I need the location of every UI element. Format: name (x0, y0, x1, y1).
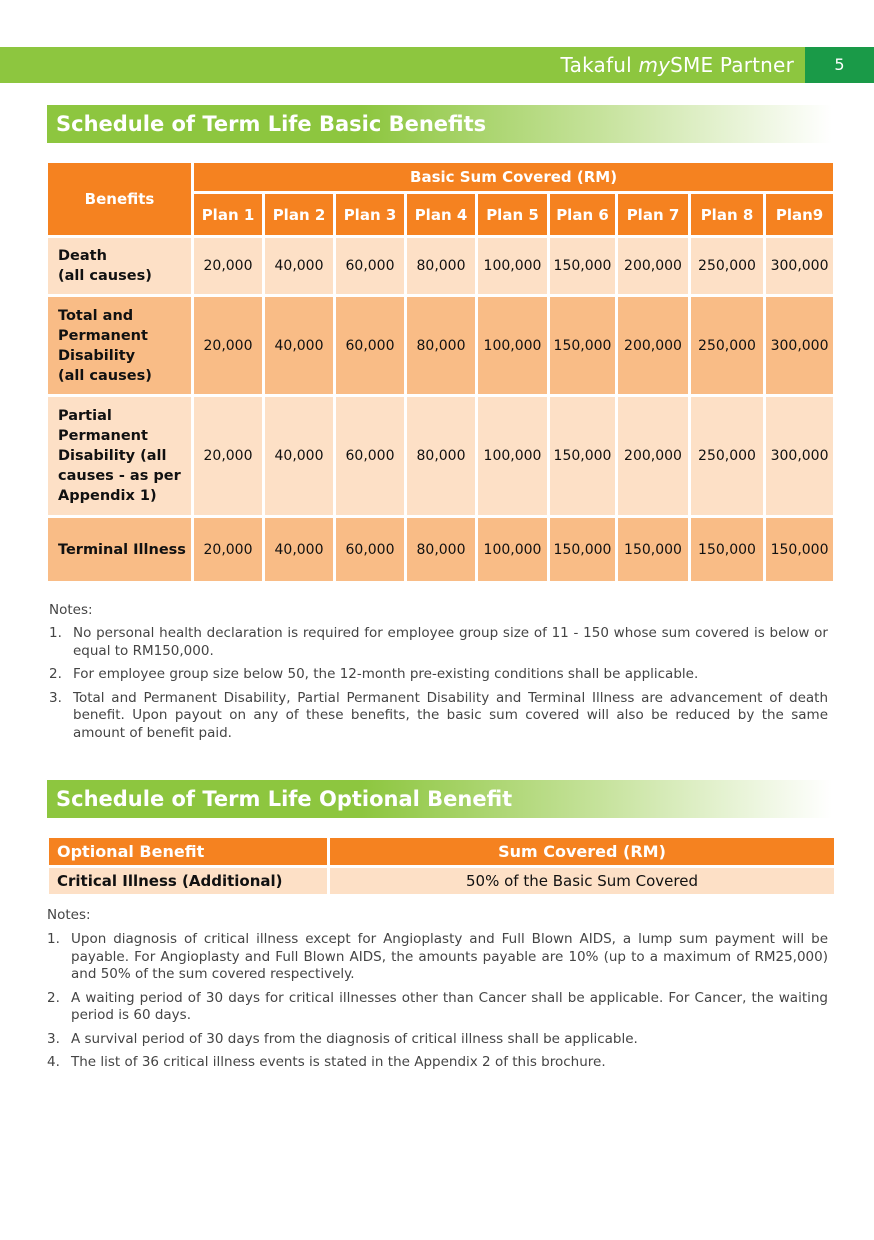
notes-title-2: Notes: (47, 907, 91, 923)
optional-benefit-header: Optional Benefit (49, 838, 327, 865)
plan-header: Plan 7 (618, 194, 688, 235)
table-row (48, 238, 833, 294)
benefit-label (48, 297, 191, 394)
sum-covered-cell: 80,000 (407, 297, 475, 394)
section-title-basic-benefits: Schedule of Term Life Basic Benefits (47, 105, 832, 143)
plan-header: Plan 5 (478, 194, 547, 235)
optional-benefit-table (46, 835, 837, 897)
benefit-label-line: (all causes) (58, 268, 152, 284)
note-item (49, 666, 828, 684)
plan-header: Plan 6 (550, 194, 615, 235)
note-text: Upon diagnosis of critical illness except for Angioplasty and Full Blown AIDS, a lump sum payment will be payable. For Angioplasty and Full Blown AIDS, the amounts payable are 10% (up to a maximum of RM25,000) and 50% of the sum covered respectively. (71, 931, 828, 982)
note-item (49, 625, 828, 660)
sum-covered-cell: 200,000 (618, 238, 688, 294)
benefit-label-line: Appendix 1) (58, 488, 157, 504)
sum-covered-cell: 150,000 (618, 518, 688, 581)
note-number: 4. (47, 1054, 60, 1070)
benefit-label-line: Death (58, 248, 107, 264)
benefits-header: Benefits (48, 163, 191, 235)
sum-covered-cell: 100,000 (478, 297, 547, 394)
sum-covered-cell: 60,000 (336, 397, 404, 515)
note-text: For employee group size below 50, the 12-month pre-existing conditions shall be applicable. (73, 666, 699, 682)
notes-title-1: Notes: (49, 602, 93, 618)
plan-header: Plan 8 (691, 194, 763, 235)
sum-covered-cell: 80,000 (407, 397, 475, 515)
section-title-optional-benefit: Schedule of Term Life Optional Benefit (47, 780, 832, 818)
basic-sum-covered-header: Basic Sum Covered (RM) (194, 163, 833, 191)
note-text: The list of 36 critical illness events is stated in the Appendix 2 of this brochure. (71, 1054, 606, 1070)
sum-covered-cell: 150,000 (550, 518, 615, 581)
plan-header: Plan9 (766, 194, 833, 235)
plan-header: Plan 2 (265, 194, 333, 235)
notes-list-2 (47, 931, 828, 1078)
sum-covered-cell: 20,000 (194, 397, 262, 515)
plan-header: Plan 4 (407, 194, 475, 235)
note-item (47, 1054, 828, 1072)
note-item (47, 931, 828, 984)
note-text: A survival period of 30 days from the diagnosis of critical illness shall be applicable. (71, 1030, 638, 1047)
header-title (561, 47, 794, 83)
benefit-label-line: Partial (58, 408, 112, 424)
sum-covered-cell: 40,000 (265, 518, 333, 581)
critical-illness-value: 50% of the Basic Sum Covered (330, 868, 834, 894)
notes-list-1 (49, 625, 828, 748)
table-row (48, 397, 833, 515)
sum-covered-cell: 20,000 (194, 297, 262, 394)
sum-covered-cell: 150,000 (550, 238, 615, 294)
note-item (49, 690, 828, 743)
sum-covered-cell: 200,000 (618, 297, 688, 394)
sum-covered-cell: 100,000 (478, 397, 547, 515)
benefit-label-line: Permanent (58, 327, 148, 344)
sum-covered-cell: 100,000 (478, 518, 547, 581)
sum-covered-cell: 150,000 (691, 518, 763, 581)
note-number: 2. (49, 666, 62, 682)
sum-covered-cell: 150,000 (550, 397, 615, 515)
benefit-label (48, 238, 191, 294)
sum-covered-cell: 80,000 (407, 518, 475, 581)
benefit-label-line: (all causes) (58, 367, 152, 384)
benefit-label-line: Disability (58, 347, 136, 364)
basic-benefits-table (45, 160, 836, 584)
note-number: 3. (47, 1030, 60, 1047)
note-number: 3. (49, 689, 62, 706)
benefit-label-line: Disability (all (58, 448, 167, 464)
page-number: 5 (805, 47, 874, 83)
sum-covered-cell: 60,000 (336, 238, 404, 294)
sum-covered-cell: 250,000 (691, 297, 763, 394)
benefit-label (48, 518, 191, 581)
sum-covered-cell: 40,000 (265, 238, 333, 294)
sum-covered-cell: 300,000 (766, 397, 833, 515)
plan-header: Plan 3 (336, 194, 404, 235)
sum-covered-cell: 40,000 (265, 297, 333, 394)
benefit-label-line: Total and (58, 307, 134, 324)
benefit-label-line: Terminal Illness (58, 541, 186, 558)
sum-covered-cell: 100,000 (478, 238, 547, 294)
benefit-label (48, 397, 191, 515)
sum-covered-cell: 60,000 (336, 518, 404, 581)
sum-covered-cell: 150,000 (766, 518, 833, 581)
sum-covered-cell: 300,000 (766, 238, 833, 294)
header-title-em: my (638, 53, 671, 77)
note-item (47, 990, 828, 1025)
sum-covered-cell: 20,000 (194, 518, 262, 581)
sum-covered-cell: 300,000 (766, 297, 833, 394)
critical-illness-label: Critical Illness (Additional) (49, 868, 327, 894)
note-text: No personal health declaration is required for employee group size of 11 - 150 whose sum covered is below or equal to RM150,000. (73, 625, 828, 659)
benefit-label-line: causes - as per (58, 468, 181, 484)
note-number: 2. (47, 989, 60, 1006)
benefit-label-line: Permanent (58, 428, 148, 444)
plan-header: Plan 1 (194, 194, 262, 235)
table-row (48, 297, 833, 394)
sum-covered-cell: 60,000 (336, 297, 404, 394)
sum-covered-cell: 150,000 (550, 297, 615, 394)
sum-covered-header: Sum Covered (RM) (330, 838, 834, 865)
sum-covered-cell: 40,000 (265, 397, 333, 515)
note-text: A waiting period of 30 days for critical illnesses other than Cancer shall be applicable. For Cancer, the waiting period is 60 days. (71, 989, 828, 1023)
note-number: 1. (49, 625, 62, 641)
sum-covered-cell: 200,000 (618, 397, 688, 515)
sum-covered-cell: 250,000 (691, 238, 763, 294)
header-title-suffix: SME Partner (670, 53, 794, 77)
table-row (48, 518, 833, 581)
sum-covered-cell: 80,000 (407, 238, 475, 294)
sum-covered-cell: 250,000 (691, 397, 763, 515)
note-number: 1. (47, 931, 60, 947)
note-text: Total and Permanent Disability, Partial Permanent Disability and Terminal Illness are advancement of death benefit. Upon payout on any of these benefits, the basic sum covered will also be reduced by the same amount of benefit paid. (73, 689, 828, 741)
note-item (47, 1031, 828, 1049)
sum-covered-cell: 20,000 (194, 238, 262, 294)
header-title-prefix: Takaful (560, 53, 639, 77)
